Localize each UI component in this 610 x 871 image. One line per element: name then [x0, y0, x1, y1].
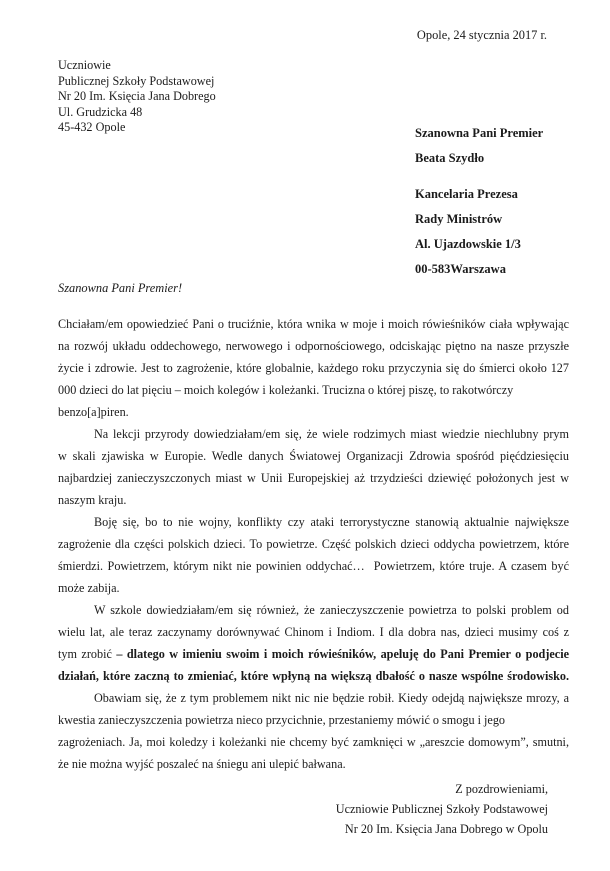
body-line: życie i zdrowie. Jest to zagrożenie, które globalnie, każdego roku przyczynia się do śmierci około 127 [58, 361, 569, 375]
body-line: wielu lat, ale teraz zaczynamy dorównywać Chinom i Indiom. I dla dobra nas, dzieci musimy coś z [58, 625, 569, 639]
sender-address [58, 58, 216, 136]
body-text: tym zrobić [58, 647, 117, 661]
recipient-line: 00-583Warszawa [415, 262, 506, 276]
sender-line: 45-432 Opole [58, 120, 126, 135]
sender-line: Nr 20 Im. Księcia Jana Dobrego [58, 89, 216, 104]
sender-line: Ul. Grudzicka 48 [58, 104, 143, 119]
paragraph-5 [58, 687, 569, 775]
body-line: benzo[a]piren. [58, 405, 129, 419]
body-line: śmierdzi. Powietrzem, którym nikt nie powinien oddychać… Powietrzem, które truje. A czasem być [58, 559, 569, 573]
body-line: naszym kraju. [58, 493, 127, 507]
body-line [58, 665, 569, 687]
body-line: zagrożenie dla części polskich dzieci. To powietrze. Część polskich dzieci oddycha powietrzem, które [58, 537, 569, 551]
paragraph-4 [58, 599, 569, 687]
sender-line: Publicznej Szkoły Podstawowej [58, 73, 215, 88]
recipient-office [415, 182, 543, 282]
signature-line: Uczniowie Publicznej Szkoły Podstawowej [335, 802, 548, 816]
closing-block [58, 779, 569, 839]
body-line [58, 643, 569, 665]
recipient-line: Rady Ministrów [415, 212, 503, 226]
body-line: zagrożeniach. Ja, moi koledzy i koleżanki nie chcemy być zamknięci w „areszcie domowym”, smutni, [58, 735, 569, 749]
body-line: Obawiam się, że z tym problemem nikt nic nie będzie robił. Kiedy odejdą największe mrozy, a [94, 691, 569, 705]
body-line: kwestia zanieczyszczenia powietrza nieco przycichnie, przestaniemy mówić o smogu i jego [58, 713, 506, 727]
recipient-line: Szanowna Pani Premier [415, 126, 544, 140]
body-line: W szkole dowiedziałam/em się również, że zanieczyszczenie powietrza to polski problem od [94, 603, 569, 617]
paragraph-2 [58, 423, 569, 511]
body-line: może zabija. [58, 581, 120, 595]
body-line: najbardziej zanieczyszczonych miast w Unii Europejskiej aż trzydzieści dziewięć położonych jest w [58, 471, 569, 485]
recipient-line: Beata Szydło [415, 151, 485, 165]
body-line: Na lekcji przyrody dowiedziałam/em się, że wiele rodzimych miast wiedzie niechlubny prym [94, 427, 569, 441]
recipient-line: Al. Ujazdowskie 1/3 [415, 237, 521, 251]
date-line: Opole, 24 stycznia 2017 r. [416, 28, 547, 42]
sender-line: Uczniowie [58, 58, 111, 72]
closing-regards: Z pozdrowieniami, [455, 782, 548, 796]
body-text-bold: działań, które zaczną to zmieniać, które wpłyną na większą dbałość o nasze wspólne środowisko. [58, 669, 569, 683]
body-line: na rozwój układu oddechowego, nerwowego i odpornościowego, odciskając piętno na nasze przyszłe [58, 339, 569, 353]
signature-line: Nr 20 Im. Księcia Jana Dobrego w Opolu [344, 822, 548, 836]
recipient-address [415, 121, 543, 282]
body-line: Boję się, bo to nie wojny, konflikty czy ataki terrorystyczne stanowią aktualnie największe [94, 515, 569, 529]
body-line: że nie można wyjść poszaleć na śniegu ani ulepić bałwana. [58, 757, 346, 771]
body-line: Chciałam/em opowiedzieć Pani o truciźnie, która wnika w moje i moich rówieśników ciała wpływając [58, 317, 569, 331]
recipient-line: Kancelaria Prezesa [415, 187, 518, 201]
paragraph-3 [58, 511, 569, 599]
paragraph-1 [58, 313, 569, 423]
body-line: 000 dzieci do lat pięciu – moich kolegów i koleżanki. Trucizna o której piszę, to rakotwórczy [58, 383, 514, 397]
salutation: Szanowna Pani Premier! [58, 281, 183, 295]
recipient-person [415, 121, 543, 171]
body-text-bold: – dlatego w imieniu swoim i moich rówieśników, apeluję do Pani Premier o podjecie [116, 647, 569, 661]
letter-body [58, 313, 569, 775]
body-line: w skali zjawiska w Europie. Wedle danych Światowej Organizacji Zdrowia spośród pięćdziesięciu [58, 449, 569, 463]
